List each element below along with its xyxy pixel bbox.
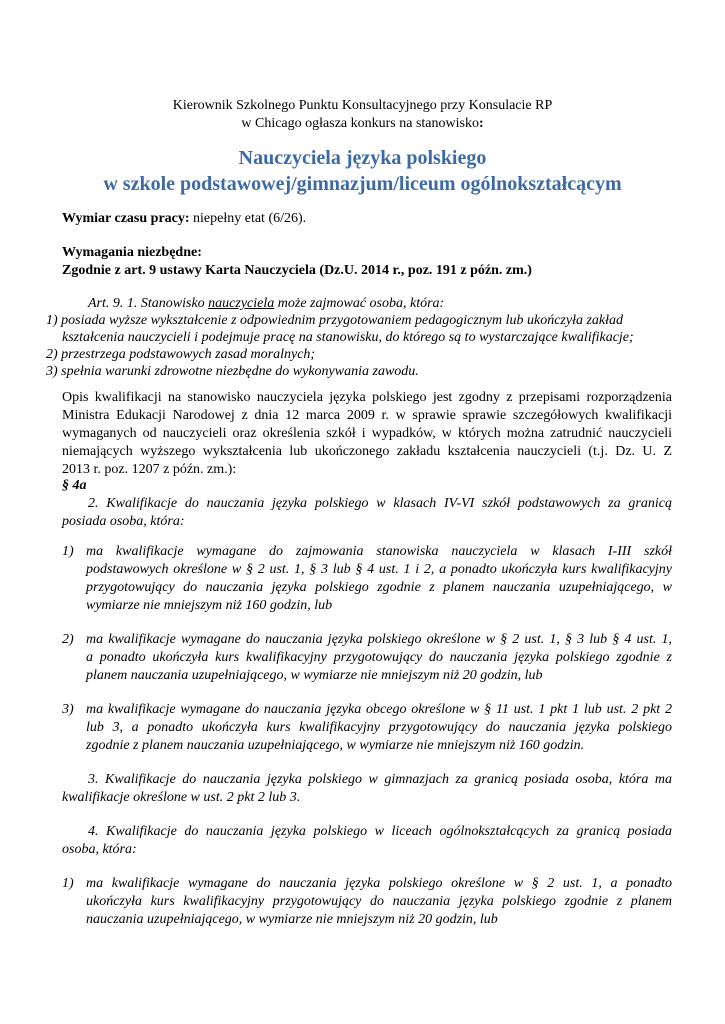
list2-item-3-line-3: zgodnie z planem nauczania uzupełniającego, w wymiarze nie mniejszym niż 160 godzin. xyxy=(86,738,585,753)
opis-line-4: niemających wyższego wykształcenia lub ukończonego zakładu kształcenia nauczycieli (t.j. Dz. U. Z xyxy=(62,444,672,459)
requirements-heading: Wymagania niezbędne: xyxy=(62,245,202,260)
header-line-1: Kierownik Szkolnego Punktu Konsultacyjnego przy Konsulacie RP xyxy=(172,98,553,113)
section-4a: § 4a xyxy=(62,478,87,493)
list2-item-1-line-3: przygotowujący do nauczania języka polskiego zgodnie z planem nauczania uzupełniającego, w xyxy=(86,580,672,595)
header-colon: : xyxy=(478,116,484,131)
art9-underlined-word: nauczyciela xyxy=(208,296,275,311)
s4-line-1: 4. Kwalifikacje do nauczania języka polskiego w liceach ogólnokształcących za granicą posiada xyxy=(88,824,672,839)
list2-item-3-number: 3) xyxy=(62,702,74,717)
list2-item-1-line-2: podstawowych określone w § 2 ust. 1, § 3 lub § 4 ust. 1 i 2, a ponadto ukończyła kurs kwalifikacyjny xyxy=(86,562,672,577)
art9-point-1-line-2: kształcenia nauczycieli i podejmuje pracę na stanowisku, do którego są to wystarczające kwalifikacje; xyxy=(62,330,634,345)
list2-item-1-line-1: ma kwalifikacje wymagane do zajmowania stanowiska nauczyciela w klasach I-III szkół xyxy=(86,544,672,559)
list2-item-1-number: 1) xyxy=(62,544,74,559)
list4-item-1-number: 1) xyxy=(62,876,74,891)
list4-item-1-line-2: ukończyła kurs kwalifikacyjny przygotowujący do nauczania języka polskiego zgodnie z planem xyxy=(86,894,672,909)
list2-item-3-line-2: lub 3, a ponadto ukończyła kurs kwalifikacyjny przygotowujący do nauczania języka polskiego xyxy=(86,720,672,735)
list2-item-2-number: 2) xyxy=(62,632,74,647)
art9-point-2: 2) przestrzega podstawowych zasad moralnych; xyxy=(46,347,316,362)
list2-item-3-line-1: ma kwalifikacje wymagane do nauczania języka obcego określone w § 11 ust. 1 pkt 1 lub ust. 2 pkt 2 xyxy=(86,702,672,717)
art9-lead-text: 1. Stanowisko xyxy=(123,296,209,311)
list2-item-1-line-4: wymiarze nie mniejszym niż 160 godzin, lub xyxy=(86,598,333,613)
worktime-value: niepełny etat (6/26). xyxy=(189,211,307,226)
art9-label: Art. 9. xyxy=(88,296,124,311)
list2-item-2-line-3: planem nauczania uzupełniającego, w wymiarze nie mniejszym niż 20 godzin, lub xyxy=(86,668,543,683)
worktime-label: Wymiar czasu pracy: xyxy=(62,211,190,226)
requirements-law: Zgodnie z art. 9 ustawy Karta Nauczyciela (Dz.U. 2014 r., poz. 191 z późn. zm.) xyxy=(62,263,532,278)
art9-point-3: 3) spełnia warunki zdrowotne niezbędne do wykonywania zawodu. xyxy=(46,364,419,379)
opis-line-1: Opis kwalifikacji na stanowisko nauczyciela języka polskiego jest zgodny z przepisami rozporządzenia xyxy=(62,390,672,405)
header-line-2 xyxy=(0,114,725,134)
opis-line-3: wymaganych od nauczycieli oraz określenia szkół i wypadków, w których można zatrudnić nauczycieli xyxy=(62,426,672,441)
title-line-1: Nauczyciela języka polskiego xyxy=(238,147,487,169)
s4-line-2: osoba, która: xyxy=(62,842,137,857)
s2-line-1: 2. Kwalifikacje do nauczania języka polskiego w klasach IV-VI szkół podstawowych za granicą xyxy=(88,496,672,511)
list4-item-1-line-1: ma kwalifikacje wymagane do nauczania języka polskiego określone w § 2 ust. 1, a ponadto xyxy=(86,876,672,891)
art9-point-1-line-1: 1) posiada wyższe wykształcenie z odpowiednim przygotowaniem pedagogicznym lub ukończyła zakład xyxy=(46,313,624,328)
title-line-2: w szkole podstawowej/gimnazjum/liceum ogólnokształcącym xyxy=(103,173,622,195)
worktime xyxy=(62,209,306,229)
list2-item-2-line-1: ma kwalifikacje wymagane do nauczania języka polskiego określone w § 2 ust. 1, § 3 lub § 4 ust. 1, xyxy=(86,632,672,647)
s2-line-2: posiada osoba, która: xyxy=(62,514,185,529)
s3-line-2: kwalifikacje określone w ust. 2 pkt 2 lub 3. xyxy=(62,790,301,805)
s3-line-1: 3. Kwalifikacje do nauczania języka polskiego w gimnazjach za granicą posiada osoba, która ma xyxy=(88,772,672,787)
opis-line-5: 2013 r. poz. 1207 z późn. zm.): xyxy=(62,462,237,477)
art9-lead-end: może zajmować osoba, która: xyxy=(274,296,445,311)
opis-line-2: Ministra Edukacji Narodowej z dnia 12 marca 2009 r. w sprawie sprawie szczegółowych kwalifikacji xyxy=(62,408,672,423)
list4-item-1-line-3: nauczania uzupełniającego, w wymiarze nie mniejszym niż 20 godzin, lub xyxy=(86,912,498,927)
header-line-2-text: w Chicago ogłasza konkurs na stanowisko xyxy=(241,116,479,131)
list2-item-2-line-2: a ponadto ukończyła kurs kwalifikacyjny przygotowujący do nauczania języka polskiego zgodnie z xyxy=(86,650,672,665)
